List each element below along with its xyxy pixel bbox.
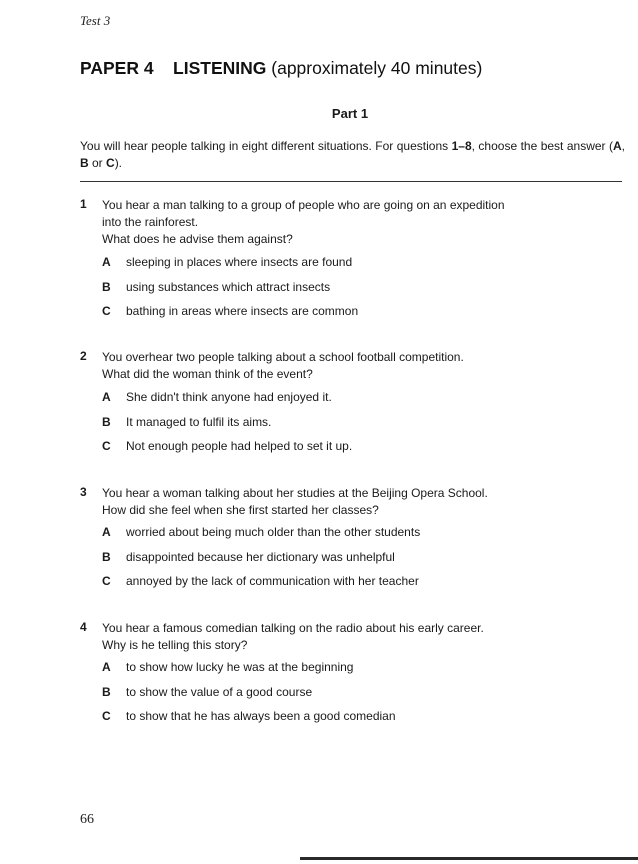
question-number: 3 <box>80 485 87 499</box>
option-text: annoyed by the lack of communication with her teacher <box>126 574 419 588</box>
option-text: to show the value of a good course <box>126 685 313 699</box>
paper-label: PAPER 4 <box>80 58 154 78</box>
instructions-text: or <box>88 156 107 170</box>
option-letter: B <box>102 280 111 294</box>
duration-text: (approximately 40 minutes) <box>271 58 483 78</box>
question-stem-line: into the rainforest. <box>102 215 199 229</box>
answer-letter: C <box>106 156 115 170</box>
option-letter: A <box>102 390 111 404</box>
option-letter: A <box>102 525 111 539</box>
answer-letter: B <box>80 156 89 170</box>
option-text: disappointed because her dictionary was unhelpful <box>126 550 395 564</box>
question-stem-line: You hear a famous comedian talking on the radio about his early career. <box>102 621 484 635</box>
question-stem <box>102 485 582 519</box>
option-text: sleeping in places where insects are found <box>126 255 353 269</box>
option-letter: C <box>102 439 111 453</box>
option-letter: B <box>102 415 111 429</box>
question-stem-line: You hear a woman talking about her studies at the Beijing Opera School. <box>102 486 488 500</box>
question-stem-line: You overhear two people talking about a school football competition. <box>102 350 464 364</box>
option-letter: A <box>102 660 111 674</box>
instructions-text: You will hear people talking in eight different situations. For questions <box>80 139 452 153</box>
section-divider <box>80 181 622 182</box>
option-text: worried about being much older than the other students <box>126 525 421 539</box>
option-letter: C <box>102 574 111 588</box>
question-range: 1–8 <box>451 139 472 153</box>
test-label: Test 3 <box>80 13 111 28</box>
option-text: to show that he has always been a good comedian <box>126 709 396 723</box>
paper-title <box>80 58 482 79</box>
instructions <box>80 138 625 172</box>
option-letter: A <box>102 255 111 269</box>
question-stem <box>102 349 582 383</box>
scan-edge-bar <box>300 857 638 860</box>
option-letter: B <box>102 550 111 564</box>
instructions-text: ). <box>114 156 123 170</box>
option-text: bathing in areas where insects are common <box>126 304 359 318</box>
question-stem-line: You hear a man talking to a group of people who are going on an expedition <box>102 198 505 212</box>
option-text: It managed to fulfil its aims. <box>126 415 272 429</box>
instructions-text: , <box>621 139 625 153</box>
part-heading: Part 1 <box>331 106 369 121</box>
question-stem-line: What does he advise them against? <box>102 232 293 246</box>
question-number: 2 <box>80 349 87 363</box>
option-text: Not enough people had helped to set it up. <box>126 439 353 453</box>
question-stem-line: How did she feel when she first started her classes? <box>102 503 379 517</box>
question-number: 4 <box>80 620 87 634</box>
question-stem-line: What did the woman think of the event? <box>102 367 313 381</box>
option-text: She didn't think anyone had enjoyed it. <box>126 390 332 404</box>
option-letter: C <box>102 304 111 318</box>
page-number: 66 <box>80 812 94 827</box>
option-text: to show how lucky he was at the beginning <box>126 660 354 674</box>
question-number: 1 <box>80 197 87 211</box>
question-stem <box>102 197 582 248</box>
option-letter: C <box>102 709 111 723</box>
section-label: LISTENING <box>173 58 267 78</box>
answer-letter: A <box>612 139 622 153</box>
question-stem-line: Why is he telling this story? <box>102 638 248 652</box>
instructions-text: , choose the best answer ( <box>471 139 613 153</box>
option-text: using substances which attract insects <box>126 280 331 294</box>
option-letter: B <box>102 685 111 699</box>
question-stem <box>102 620 582 654</box>
